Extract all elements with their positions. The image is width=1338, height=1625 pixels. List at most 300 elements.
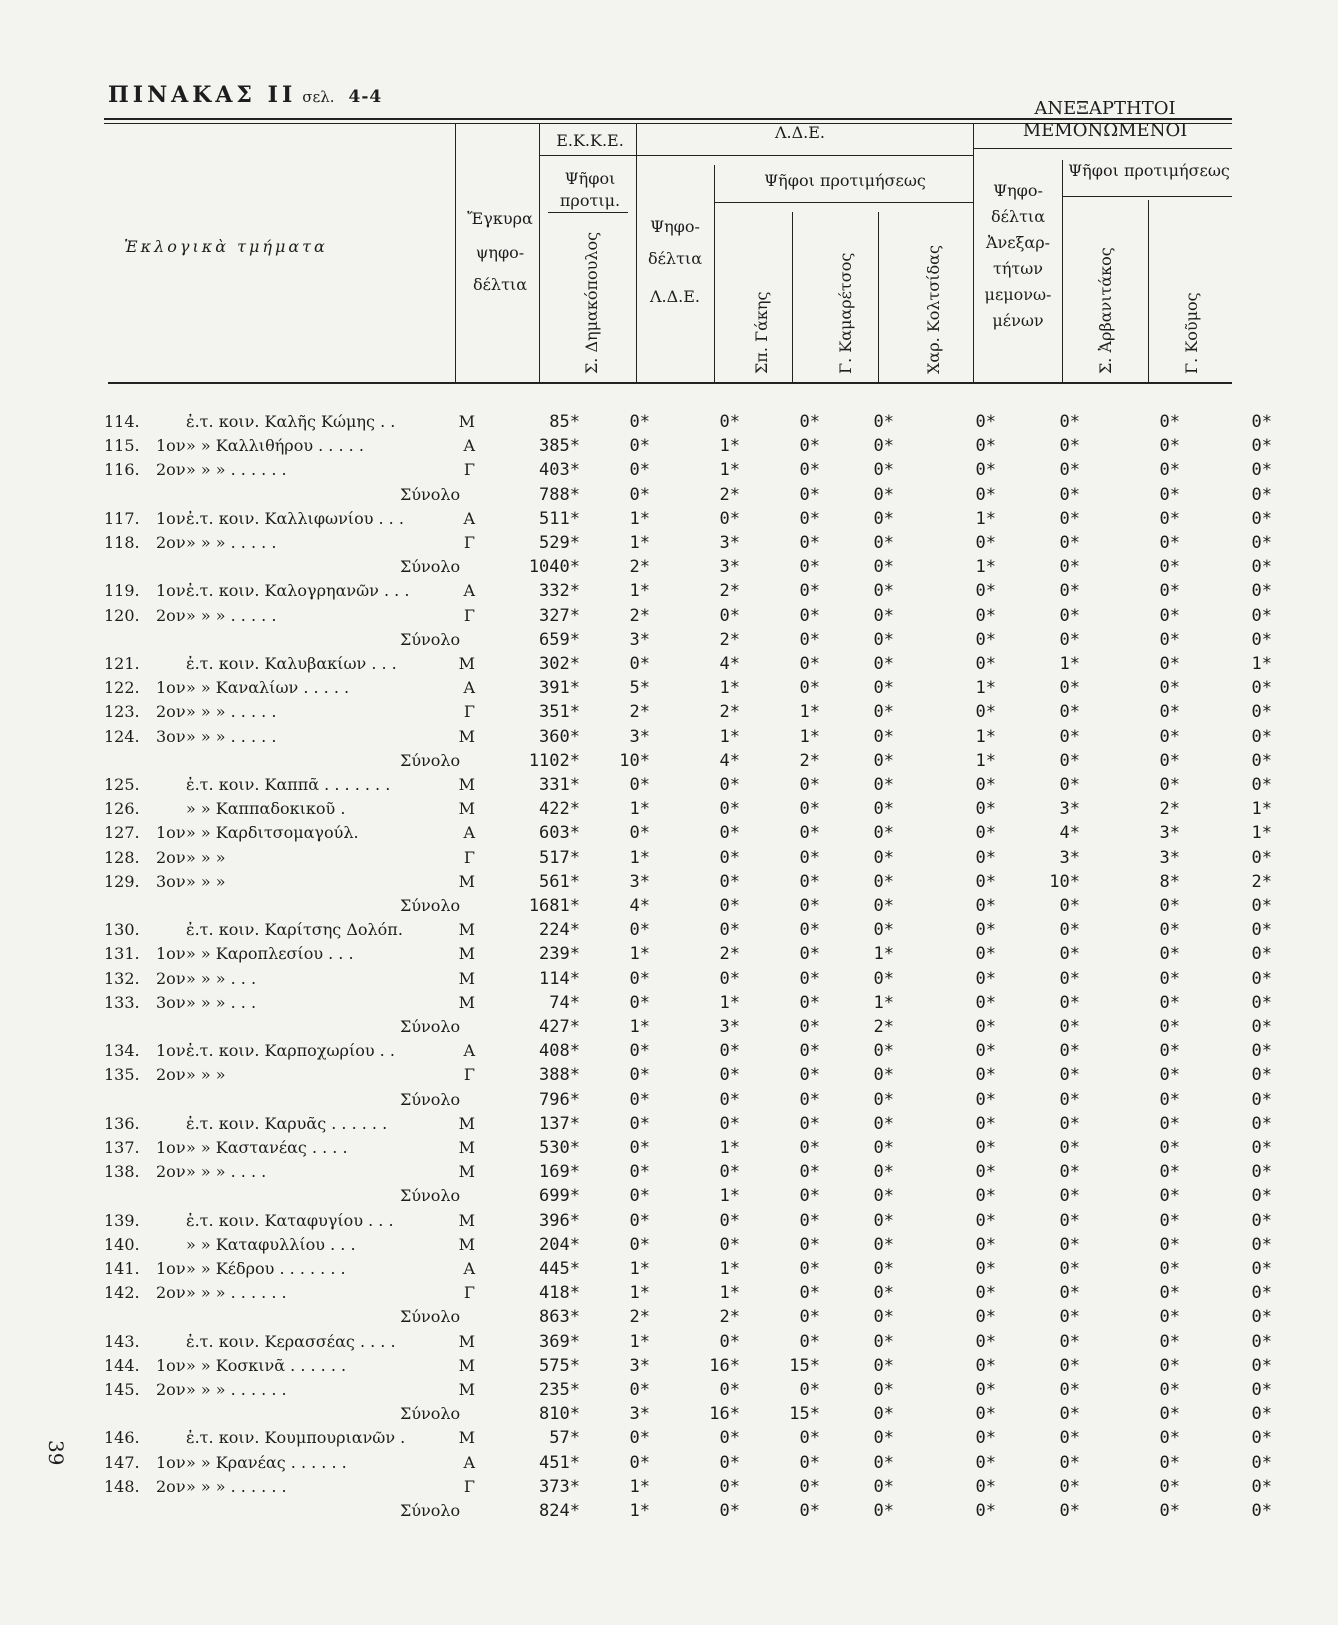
row-value-4: 2* [873,1017,894,1037]
row-section-name: ἐ.τ. κοιν. Καρίτσης Δολόπ. [186,920,403,940]
row-number: 143. [104,1331,140,1351]
row-value-6: 0* [1059,1162,1080,1183]
row-value-5: 0* [975,436,996,457]
row-value-1: 1* [629,1283,650,1304]
row-ordinal: 2ον [156,847,186,867]
row-value-0: 369* [539,1331,580,1352]
row-section-name: Σύνολο [400,1501,461,1520]
row-number: 128. [104,847,140,867]
col-divider [455,123,456,383]
row-number: 131. [104,944,140,964]
table-row [0,942,1338,966]
table-row [0,1112,1338,1136]
row-value-3: 0* [799,1065,820,1086]
row-value-8: 0* [1251,1476,1272,1497]
row-value-8: 0* [1251,1138,1272,1158]
row-value-5: 0* [975,1113,996,1134]
row-ordinal: 2ον [156,1476,186,1496]
row-value-8: 0* [1251,1404,1272,1425]
table-row [0,725,1338,749]
row-value-3: 0* [799,1017,820,1037]
row-value-7: 0* [1159,533,1180,553]
row-value-2: 0* [719,1501,740,1521]
row-section-name: » » » . . . . . . [186,460,287,480]
valid-header-1: Ἔγκυρα [467,209,533,228]
row-value-6: 0* [1059,412,1080,432]
row-value-6: 0* [1059,1404,1080,1425]
row-ordinal: 1ον [156,678,186,698]
row-value-7: 0* [1159,1234,1180,1255]
row-number: 147. [104,1452,140,1472]
row-value-1: 4* [629,896,650,916]
row-value-5: 0* [975,1380,996,1400]
row-value-4: 0* [873,1210,894,1231]
header-rule [973,148,1232,149]
row-number: 144. [104,1355,140,1375]
sections-header: Ἐκλογικὰ τμήματα [124,237,328,256]
row-value-3: 0* [799,412,820,432]
row-value-8: 0* [1251,1162,1272,1183]
row-value-1: 1* [629,1259,650,1279]
row-value-8: 0* [1251,1259,1272,1279]
row-value-1: 1* [629,1501,650,1521]
row-value-7: 0* [1159,944,1180,965]
row-value-0: 788* [539,484,580,505]
row-value-8: 0* [1251,460,1272,481]
row-value-6: 0* [1059,1501,1080,1521]
row-value-0: 530* [539,1138,580,1158]
row-value-5: 0* [975,1138,996,1158]
header-rule [539,155,973,156]
row-value-1: 1* [629,944,650,965]
table-row [0,1402,1338,1426]
row-value-0: 327* [539,605,580,626]
row-value-5: 0* [975,412,996,432]
row-value-4: 0* [873,1162,894,1183]
row-value-1: 1* [629,799,650,820]
row-value-7: 0* [1159,484,1180,505]
row-value-0: 408* [539,1041,580,1062]
row-value-8: 0* [1251,1089,1272,1110]
row-section-name: » » » [186,847,226,867]
row-value-8: 0* [1251,508,1272,529]
row-value-8: 0* [1251,1355,1272,1376]
row-value-6: 0* [1059,1113,1080,1134]
row-value-2: 0* [719,508,740,529]
table-row [0,749,1338,773]
row-value-0: 603* [539,823,580,844]
row-ordinal: 2ον [156,968,186,988]
row-ordinal: 2ον [156,460,186,480]
row-value-2: 0* [719,799,740,820]
row-value-6: 0* [1059,1331,1080,1352]
row-value-1: 0* [629,1089,650,1110]
row-number: 122. [104,678,140,698]
row-value-4: 0* [873,847,894,868]
row-number: 138. [104,1162,140,1182]
row-value-1: 3* [629,629,650,650]
row-value-3: 0* [799,1452,820,1473]
row-value-3: 0* [799,654,820,674]
row-section-name: Σύνολο [400,1017,461,1036]
row-value-0: 517* [539,847,580,868]
row-value-3: 0* [799,1138,820,1158]
row-value-2: 0* [719,1162,740,1183]
table-row [0,1209,1338,1233]
header-rule [548,212,628,213]
row-value-7: 0* [1159,1380,1180,1400]
row-value-2: 0* [719,1428,740,1449]
row-value-8: 0* [1251,605,1272,626]
row-value-3: 0* [799,629,820,650]
row-section-name: » » Κρανέας . . . . . . [186,1452,347,1472]
row-section-name: » » » . . . . . . [186,1476,287,1496]
row-value-0: 1681* [528,896,580,916]
ekke-votes-1: Ψῆφοι [564,169,616,188]
row-value-8: 0* [1251,1017,1272,1037]
row-value-1: 3* [629,871,650,892]
table-row [0,1233,1338,1257]
row-value-2: 1* [719,726,740,747]
row-value-2: 2* [719,944,740,965]
ade-ballots-3: Λ.Δ.Ε. [649,287,701,306]
row-value-4: 0* [873,436,894,457]
row-value-8: 0* [1251,1380,1272,1400]
row-ordinal: 2ον [156,1380,186,1399]
table-row [0,410,1338,434]
row-value-2: 0* [719,1065,740,1086]
row-type: Μ [458,1428,475,1448]
ind-votes-header: Ψῆφοι προτιμήσεως [1068,161,1230,180]
row-value-3: 0* [799,581,820,602]
row-value-4: 0* [873,1065,894,1086]
row-value-5: 0* [975,847,996,868]
row-value-5: 0* [975,484,996,505]
row-value-8: 0* [1251,1501,1272,1521]
row-value-7: 0* [1159,1162,1180,1183]
row-value-7: 0* [1159,460,1180,481]
ade-candidate-3: Χαρ. Κολτσίδας [924,245,943,374]
row-value-3: 1* [799,702,820,723]
row-value-3: 0* [799,557,820,578]
table-row [0,1451,1338,1475]
valid-header-3: δέλτια [473,275,527,294]
row-value-5: 0* [975,920,996,941]
row-value-8: 0* [1251,992,1272,1013]
row-value-8: 0* [1251,847,1272,868]
row-value-6: 3* [1059,799,1080,820]
table-row [0,1088,1338,1112]
title-main: ΠΙΝΑΚΑΣ ΙΙ [108,82,297,108]
row-value-7: 0* [1159,1404,1180,1425]
row-value-7: 0* [1159,992,1180,1013]
row-value-6: 0* [1059,1355,1080,1376]
row-value-4: 0* [873,629,894,650]
row-value-0: 824* [539,1501,580,1521]
row-value-0: 204* [539,1234,580,1255]
row-value-4: 0* [873,896,894,916]
row-section-name: » » » [186,1065,226,1085]
row-number: 132. [104,968,140,988]
row-number: 140. [104,1234,140,1254]
row-section-name: Σύνολο [400,1089,461,1109]
row-value-0: 74* [549,992,580,1013]
row-value-1: 0* [629,484,650,505]
row-value-7: 0* [1159,1283,1180,1304]
row-value-0: 796* [539,1089,580,1110]
row-value-2: 1* [719,992,740,1013]
row-value-8: 1* [1251,823,1272,844]
row-value-3: 0* [799,1259,820,1279]
table-row [0,1039,1338,1063]
row-value-6: 0* [1059,1017,1080,1037]
row-value-4: 0* [873,1089,894,1110]
row-value-6: 0* [1059,1186,1080,1207]
row-value-4: 0* [873,1041,894,1062]
ind-ballots-6: μένων [992,311,1044,330]
row-number: 127. [104,823,140,843]
row-value-1: 0* [629,654,650,674]
row-value-8: 0* [1251,1186,1272,1207]
row-value-1: 0* [629,1210,650,1231]
row-section-name: » » » . . . . . [186,605,277,625]
row-type: Α [463,508,475,528]
row-section-name: » » » . . . [186,968,257,988]
row-value-6: 0* [1059,726,1080,747]
row-value-0: 445* [539,1259,580,1279]
table-row [0,918,1338,942]
row-value-7: 0* [1159,1210,1180,1231]
row-value-2: 1* [719,460,740,481]
row-value-2: 2* [719,581,740,602]
table-row [0,797,1338,821]
row-value-5: 0* [975,1283,996,1304]
row-value-0: 331* [539,775,580,795]
title-number: 4-4 [348,87,383,107]
row-value-7: 0* [1159,750,1180,771]
row-value-4: 0* [873,533,894,553]
row-value-5: 1* [975,557,996,578]
row-type: Γ [463,702,475,722]
row-value-5: 0* [975,1210,996,1231]
row-value-3: 0* [799,1380,820,1400]
row-value-2: 16* [709,1355,740,1376]
row-value-3: 0* [799,1283,820,1304]
row-value-7: 0* [1159,1355,1180,1376]
row-value-4: 0* [873,605,894,626]
row-value-5: 0* [975,968,996,989]
row-section-name: ἐ.τ. κοιν. Κερασσέας . . . . [186,1331,396,1351]
row-ordinal: 2ον [156,533,186,552]
table-row [0,870,1338,894]
row-value-1: 5* [629,678,650,699]
row-section-name: » » Κέδρου . . . . . . . [186,1259,346,1278]
row-value-6: 0* [1059,1259,1080,1279]
row-value-0: 57* [549,1428,580,1449]
row-value-1: 0* [629,775,650,795]
row-value-0: 391* [539,678,580,699]
row-value-2: 0* [719,968,740,989]
row-type: Μ [458,1355,475,1375]
row-type: Γ [463,1283,475,1303]
row-value-6: 0* [1059,750,1080,771]
row-value-4: 0* [873,1307,894,1328]
header-rule [1062,196,1232,197]
row-type: Α [463,581,475,601]
row-value-5: 0* [975,1162,996,1183]
row-value-8: 0* [1251,1307,1272,1328]
row-value-1: 0* [629,1138,650,1158]
row-value-3: 1* [799,726,820,747]
row-ordinal: 1ον [156,1452,186,1472]
table-row [0,483,1338,507]
row-ordinal: 2ον [156,702,186,722]
row-value-5: 0* [975,896,996,916]
row-section-name: Σύνολο [400,484,461,504]
row-value-5: 0* [975,1428,996,1449]
row-value-1: 1* [629,581,650,602]
row-value-5: 0* [975,1186,996,1207]
row-number: 119. [104,581,140,601]
row-value-5: 0* [975,702,996,723]
row-type: Μ [458,412,475,431]
row-value-7: 0* [1159,605,1180,626]
row-value-3: 0* [799,1428,820,1449]
row-value-5: 0* [975,1307,996,1328]
row-value-7: 0* [1159,654,1180,674]
row-type: Μ [458,726,475,746]
row-section-name: ἐ.τ. κοιν. Καλῆς Κώμης . . [186,412,396,431]
row-value-0: 114* [539,968,580,989]
row-value-2: 3* [719,1017,740,1037]
row-value-7: 0* [1159,775,1180,795]
row-ordinal: 2ον [156,605,186,625]
row-type: Μ [458,1234,475,1254]
row-value-8: 0* [1251,557,1272,578]
row-value-0: 422* [539,799,580,820]
table-row [0,1305,1338,1329]
row-value-6: 0* [1059,944,1080,965]
row-value-5: 0* [975,1041,996,1062]
row-value-7: 0* [1159,412,1180,432]
row-value-0: 239* [539,944,580,965]
row-value-7: 0* [1159,920,1180,941]
row-value-7: 0* [1159,557,1180,578]
row-value-0: 373* [539,1476,580,1497]
ind-ballots-3: Ἀνεξαρ- [986,233,1050,252]
row-number: 139. [104,1210,140,1230]
table-row [0,1378,1338,1402]
row-value-3: 0* [799,992,820,1013]
row-value-8: 0* [1251,1210,1272,1231]
row-value-4: 0* [873,1476,894,1497]
row-value-6: 0* [1059,1210,1080,1231]
row-section-name: » » » . . . . [186,1162,267,1182]
row-value-6: 0* [1059,436,1080,457]
row-value-8: 0* [1251,968,1272,989]
row-value-8: 0* [1251,896,1272,916]
row-value-0: 451* [539,1452,580,1473]
row-value-1: 0* [629,823,650,844]
row-value-3: 0* [799,1501,820,1521]
row-value-4: 0* [873,1113,894,1134]
row-value-0: 302* [539,654,580,674]
row-value-5: 0* [975,1355,996,1376]
table-row [0,604,1338,628]
row-value-4: 1* [873,944,894,965]
row-value-4: 0* [873,799,894,820]
row-type: Γ [463,460,475,480]
table-row [0,507,1338,531]
row-value-5: 1* [975,726,996,747]
row-value-8: 1* [1251,654,1272,674]
table-row [0,1015,1338,1039]
table-row [0,1063,1338,1087]
row-section-name: ἐ.τ. κοιν. Κουμπουριανῶν . [186,1428,406,1448]
row-value-5: 0* [975,581,996,602]
row-section-name: ἐ.τ. κοιν. Καρποχωρίου . . [186,1041,395,1061]
row-value-5: 1* [975,678,996,699]
row-type: Α [463,823,475,843]
row-value-1: 0* [629,1186,650,1207]
row-value-3: 0* [799,823,820,844]
table-row [0,1257,1338,1281]
row-value-2: 3* [719,533,740,553]
row-value-0: 699* [539,1186,580,1207]
table-row [0,967,1338,991]
row-value-6: 0* [1059,1428,1080,1449]
row-value-6: 0* [1059,1138,1080,1158]
row-value-7: 0* [1159,1065,1180,1086]
table-row [0,1281,1338,1305]
row-value-2: 1* [719,1283,740,1304]
row-value-5: 0* [975,1234,996,1255]
row-value-5: 0* [975,460,996,481]
row-ordinal: 2ον [156,1065,186,1085]
row-value-8: 0* [1251,750,1272,771]
row-value-5: 0* [975,775,996,795]
row-ordinal: 1ον [156,508,186,528]
row-value-2: 4* [719,654,740,674]
row-value-6: 0* [1059,968,1080,989]
row-section-name: » » Καλλιθήρου . . . . . [186,436,364,456]
row-value-5: 0* [975,1476,996,1497]
row-value-6: 0* [1059,581,1080,602]
row-value-8: 0* [1251,1234,1272,1255]
row-value-8: 0* [1251,1113,1272,1134]
row-value-2: 0* [719,775,740,795]
row-value-8: 0* [1251,484,1272,505]
row-value-7: 0* [1159,1089,1180,1110]
row-value-8: 2* [1251,871,1272,892]
row-section-name: » » Κοσκινᾶ . . . . . . [186,1355,347,1375]
row-value-3: 0* [799,920,820,941]
row-type: Μ [458,968,475,988]
row-value-5: 0* [975,823,996,844]
row-section-name: Σύνολο [400,629,461,649]
row-section-name: Σύνολο [400,1186,461,1206]
row-value-3: 0* [799,484,820,505]
row-value-5: 0* [975,992,996,1013]
col-divider [636,123,637,383]
row-value-8: 0* [1251,775,1272,795]
row-value-1: 10* [619,750,650,771]
row-value-7: 3* [1159,823,1180,844]
row-value-4: 0* [873,968,894,989]
row-value-0: 511* [539,508,580,529]
ekke-candidate: Σ. Δημακόπουλος [582,231,601,374]
row-value-8: 0* [1251,1452,1272,1473]
